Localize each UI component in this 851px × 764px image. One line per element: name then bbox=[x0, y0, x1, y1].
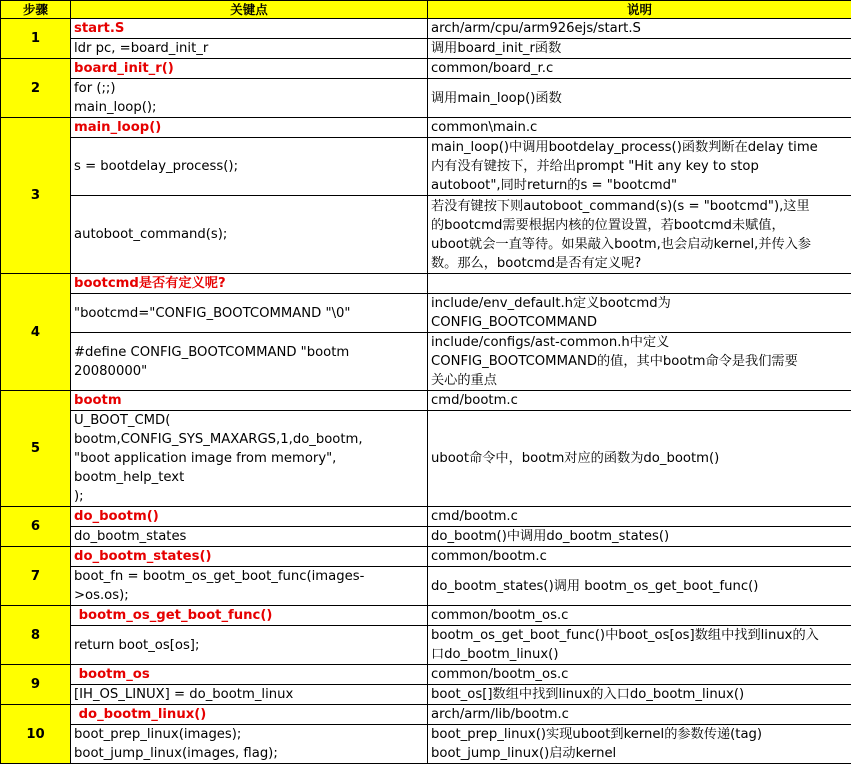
step-number-cell[interactable]: 10 bbox=[1, 705, 71, 764]
description-cell[interactable] bbox=[428, 118, 851, 138]
description-line: common/bootm_os.c bbox=[431, 606, 848, 625]
description-cell[interactable] bbox=[428, 391, 851, 411]
key-point-title-cell[interactable]: bootm bbox=[71, 391, 428, 411]
step-number-cell[interactable]: 5 bbox=[1, 391, 71, 507]
description-line: common/bootm_os.c bbox=[431, 665, 848, 684]
description-cell[interactable] bbox=[428, 626, 851, 665]
description-line: common\main.c bbox=[431, 118, 848, 137]
description-line: cmd/bootm.c bbox=[431, 391, 848, 410]
key-point-cell[interactable]: "bootcmd="CONFIG_BOOTCOMMAND "\0" bbox=[71, 294, 428, 333]
table-row bbox=[1, 333, 851, 391]
table-row bbox=[1, 411, 851, 507]
key-point-cell[interactable]: U_BOOT_CMD( bootm,CONFIG_SYS_MAXARGS,1,do_bootm, "boot application image from memory", bootm_help_text ); bbox=[71, 411, 428, 507]
step-number-cell[interactable]: 9 bbox=[1, 665, 71, 705]
step-number-cell[interactable]: 8 bbox=[1, 606, 71, 665]
header-description[interactable]: 说明 bbox=[428, 1, 851, 19]
description-cell[interactable] bbox=[428, 138, 851, 196]
description-line: 内有没有键按下，并给出prompt "Hit any key to stop bbox=[431, 157, 848, 176]
key-point-title-cell[interactable]: start.S bbox=[71, 19, 428, 39]
table-row bbox=[1, 274, 851, 294]
description-line: boot_jump_linux()启动kernel bbox=[431, 744, 848, 763]
table-row bbox=[1, 567, 851, 606]
table-row bbox=[1, 725, 851, 764]
table-row bbox=[1, 59, 851, 79]
description-cell[interactable] bbox=[428, 411, 851, 507]
key-point-cell[interactable]: return boot_os[os]; bbox=[71, 626, 428, 665]
description-line: uboot就会一直等待。如果敲入bootm,也会启动kernel,并传入参 bbox=[431, 235, 848, 254]
key-point-title-cell[interactable]: main_loop() bbox=[71, 118, 428, 138]
description-cell[interactable] bbox=[428, 567, 851, 606]
description-line: autoboot",同时return的s = "bootcmd" bbox=[431, 176, 848, 195]
description-cell[interactable] bbox=[428, 79, 851, 118]
key-point-title-cell[interactable]: board_init_r() bbox=[71, 59, 428, 79]
table-body bbox=[1, 19, 851, 764]
table-row bbox=[1, 705, 851, 725]
table-row bbox=[1, 138, 851, 196]
key-point-title-cell[interactable]: do_bootm() bbox=[71, 507, 428, 527]
header-key-point[interactable]: 关键点 bbox=[71, 1, 428, 19]
description-cell[interactable] bbox=[428, 527, 851, 547]
description-cell[interactable] bbox=[428, 665, 851, 685]
table-row bbox=[1, 527, 851, 547]
description-cell[interactable] bbox=[428, 507, 851, 527]
description-line: common/bootm.c bbox=[431, 547, 848, 566]
key-point-title-cell[interactable]: bootm_os bbox=[71, 665, 428, 685]
table-row bbox=[1, 665, 851, 685]
key-point-title-cell[interactable]: bootm_os_get_boot_func() bbox=[71, 606, 428, 626]
description-cell[interactable] bbox=[428, 19, 851, 39]
description-cell[interactable] bbox=[428, 59, 851, 79]
description-line: do_bootm()中调用do_bootm_states() bbox=[431, 527, 848, 546]
description-line: CONFIG_BOOTCOMMAND bbox=[431, 313, 848, 332]
step-number-cell[interactable]: 6 bbox=[1, 507, 71, 547]
description-line: arch/arm/lib/bootm.c bbox=[431, 705, 848, 724]
key-point-cell[interactable]: boot_prep_linux(images); boot_jump_linux(images, flag); bbox=[71, 725, 428, 764]
description-line: boot_os[]数组中找到linux的入口do_bootm_linux() bbox=[431, 685, 848, 704]
table-row bbox=[1, 79, 851, 118]
description-line: 数。那么，bootcmd是否有定义呢? bbox=[431, 254, 848, 273]
description-line: bootm_os_get_boot_func()中boot_os[os]数组中找到linux的入 bbox=[431, 626, 848, 645]
description-line: 关心的重点 bbox=[431, 371, 848, 390]
key-point-cell[interactable]: boot_fn = bootm_os_get_boot_func(images- >os.os); bbox=[71, 567, 428, 606]
description-line: cmd/bootm.c bbox=[431, 507, 848, 526]
table-row bbox=[1, 118, 851, 138]
table-row bbox=[1, 19, 851, 39]
description-line: boot_prep_linux()实现uboot到kernel的参数传递(tag) bbox=[431, 725, 848, 744]
key-point-title-cell[interactable]: do_bootm_linux() bbox=[71, 705, 428, 725]
table-row bbox=[1, 39, 851, 59]
table-row bbox=[1, 606, 851, 626]
table-row bbox=[1, 507, 851, 527]
description-cell[interactable] bbox=[428, 274, 851, 294]
description-cell[interactable] bbox=[428, 606, 851, 626]
key-point-cell[interactable]: s = bootdelay_process(); bbox=[71, 138, 428, 196]
key-point-cell[interactable]: #define CONFIG_BOOTCOMMAND "bootm 20080000" bbox=[71, 333, 428, 391]
description-cell[interactable] bbox=[428, 39, 851, 59]
description-line: 若没有键按下则autoboot_command(s)(s = "bootcmd"),这里 bbox=[431, 197, 848, 216]
key-point-title-cell[interactable]: do_bootm_states() bbox=[71, 547, 428, 567]
key-point-cell[interactable]: [IH_OS_LINUX] = do_bootm_linux bbox=[71, 685, 428, 705]
description-line: include/env_default.h定义bootcmd为 bbox=[431, 294, 848, 313]
table-row bbox=[1, 685, 851, 705]
table-row bbox=[1, 294, 851, 333]
description-cell[interactable] bbox=[428, 547, 851, 567]
description-cell[interactable] bbox=[428, 705, 851, 725]
table-row bbox=[1, 391, 851, 411]
table-row bbox=[1, 196, 851, 274]
description-line: CONFIG_BOOTCOMMAND的值，其中bootm命令是我们需要 bbox=[431, 352, 848, 371]
description-cell[interactable] bbox=[428, 333, 851, 391]
description-line: 调用board_init_r函数 bbox=[431, 39, 848, 58]
step-number-cell[interactable]: 1 bbox=[1, 19, 71, 59]
key-point-cell[interactable]: for (;;) main_loop(); bbox=[71, 79, 428, 118]
key-point-cell[interactable]: ldr pc, =board_init_r bbox=[71, 39, 428, 59]
step-number-cell[interactable]: 2 bbox=[1, 59, 71, 118]
description-cell[interactable] bbox=[428, 196, 851, 274]
description-line: uboot命令中，bootm对应的函数为do_bootm() bbox=[431, 449, 848, 468]
description-line: include/configs/ast-common.h中定义 bbox=[431, 333, 848, 352]
description-line: do_bootm_states()调用 bootm_os_get_boot_func() bbox=[431, 577, 848, 596]
description-cell[interactable] bbox=[428, 685, 851, 705]
table-row bbox=[1, 547, 851, 567]
header-row bbox=[1, 1, 851, 19]
step-number-cell[interactable]: 4 bbox=[1, 274, 71, 391]
description-line: 口do_bootm_linux() bbox=[431, 645, 848, 664]
description-line: main_loop()中调用bootdelay_process()函数判断在delay time bbox=[431, 138, 848, 157]
description-line: 调用main_loop()函数 bbox=[431, 89, 848, 108]
description-cell[interactable] bbox=[428, 725, 851, 764]
key-point-cell[interactable]: autoboot_command(s); bbox=[71, 196, 428, 274]
description-line: 的bootcmd需要根据内核的位置设置，若bootcmd未赋值， bbox=[431, 216, 848, 235]
description-cell[interactable] bbox=[428, 294, 851, 333]
key-point-title-cell[interactable]: bootcmd是否有定义呢? bbox=[71, 274, 428, 294]
table-row bbox=[1, 626, 851, 665]
step-number-cell[interactable]: 7 bbox=[1, 547, 71, 606]
key-point-cell[interactable]: do_bootm_states bbox=[71, 527, 428, 547]
step-number-cell[interactable]: 3 bbox=[1, 118, 71, 274]
description-line: common/board_r.c bbox=[431, 59, 848, 78]
description-line: arch/arm/cpu/arm926ejs/start.S bbox=[431, 19, 848, 38]
header-step[interactable]: 步骤 bbox=[1, 1, 71, 19]
